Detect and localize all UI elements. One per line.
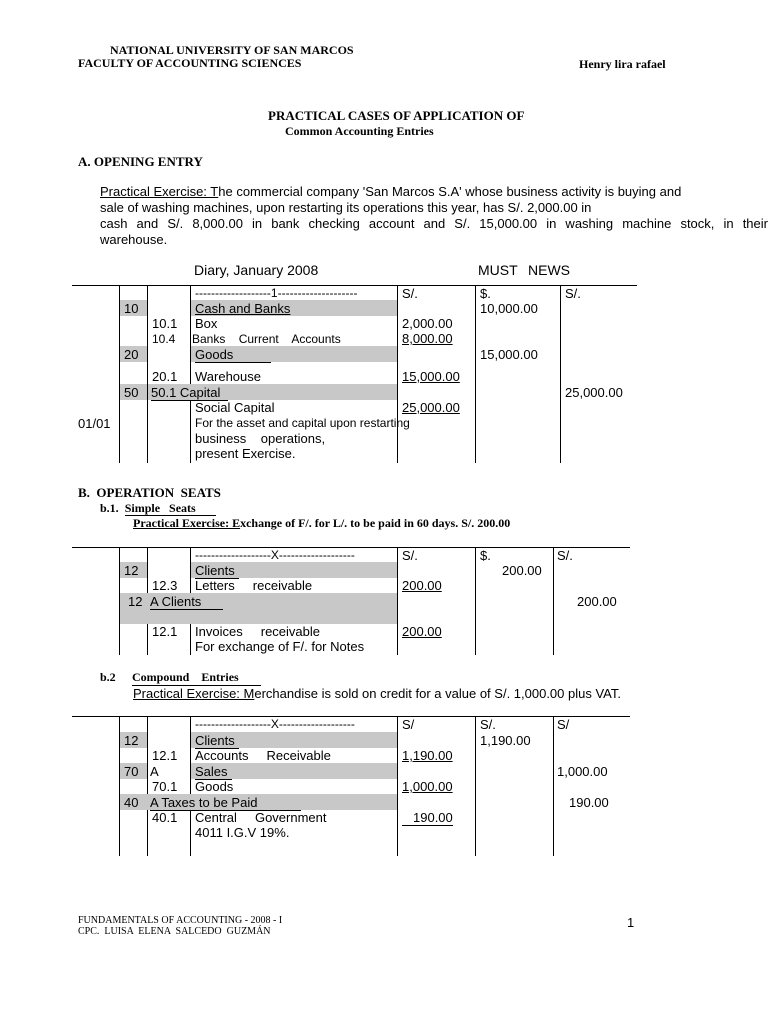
must-amount: 10,000.00 (480, 301, 538, 316)
author-name: Henry lira rafael (579, 57, 666, 71)
b2-number: b.2 (100, 670, 116, 684)
b1-title: Simple Seats (125, 501, 216, 516)
subaccount-code: 20.1 (152, 369, 178, 384)
currency-label: S/. (557, 548, 573, 563)
news-amount: 25,000.00 (565, 385, 623, 400)
subaccount-name: Central Government (195, 810, 327, 825)
separator-line: -------------------1-------------------- (195, 286, 358, 300)
partial-amount: 2,000.00 (402, 316, 453, 331)
account-name: A Taxes to be Paid (150, 795, 301, 811)
subaccount-name: Accounts Receivable (195, 748, 331, 763)
exercise-label: Practical Exercise: E (133, 516, 241, 530)
b1-exercise (133, 516, 510, 531)
exercise-text: he commercial company 'San Marcos S.A' whose business activity is buying and (218, 184, 682, 199)
subaccount-name: Box (195, 316, 218, 331)
subaccount-name: Banks Current Accounts (192, 332, 341, 346)
partial-amount: 1,000.00 (402, 779, 453, 794)
news-amount: 190.00 (569, 795, 609, 810)
partial-amount: 25,000.00 (402, 400, 460, 415)
account-name: Cash and Banks (195, 301, 291, 316)
account-code: 50 (124, 385, 139, 400)
section-b-heading: B. OPERATION SEATS (78, 485, 221, 500)
partial-amount: 200.00 (402, 624, 442, 639)
currency-label: S/. (480, 717, 496, 732)
account-name: Clients (195, 563, 239, 579)
partial-amount: 15,000.00 (402, 369, 460, 384)
account-code: 12 (124, 733, 139, 748)
partial-amount: 200.00 (402, 578, 442, 593)
page-number: 1 (627, 915, 635, 930)
subaccount-code: 70.1 (152, 779, 178, 794)
footer-course: FUNDAMENTALS OF ACCOUNTING - 2008 - I (78, 915, 283, 926)
account-code: 20 (124, 347, 139, 362)
subaccount-name: Social Capital (195, 400, 275, 415)
currency-label: S/ (557, 717, 570, 732)
b1-number: b.1. (100, 501, 125, 515)
gloss-line: 4011 I.G.V 19%. (195, 825, 290, 840)
section-a-heading: A. OPENING ENTRY (78, 154, 203, 169)
must-amount: 1,190.00 (480, 733, 531, 748)
subaccount-code: 10.4 (152, 332, 176, 346)
subaccount-name: Goods (195, 779, 234, 794)
partial-amount: 190.00 (402, 810, 453, 826)
must-header: MUST (478, 262, 518, 278)
separator-line: -------------------X------------------- (195, 548, 355, 562)
section-a-line1 (100, 184, 681, 200)
faculty-name: FACULTY OF ACCOUNTING SCIENCES (78, 56, 302, 70)
exercise-text: erchandise is sold on credit for a value of S/. 1,000.00 plus VAT. (254, 686, 621, 701)
account-name: Clients (195, 733, 239, 749)
account-code: 70 (124, 764, 139, 779)
page-title: PRACTICAL CASES OF APPLICATION OF (268, 108, 525, 123)
diary-date: Diary, January 2008 (194, 262, 319, 278)
currency-label: S/. (565, 286, 581, 301)
account-code: 10 (124, 301, 139, 316)
subaccount-code: 12.1 (152, 624, 178, 639)
exercise-label: Practical Exercise: T (100, 184, 219, 199)
section-a-line2: sale of washing machines, upon restarting its operations this year, has S/. 2,000.00 in (100, 200, 592, 215)
partial-amount: 8,000.00 (402, 331, 453, 346)
b2-title: Compound Entries (132, 670, 261, 686)
news-header: NEWS (528, 262, 570, 278)
footer-instructor: CPC. LUISA ELENA SALCEDO GUZMÁN (78, 926, 271, 937)
gloss-line: For the asset and capital upon restarting (195, 416, 410, 430)
subaccount-code: 40.1 (152, 810, 178, 825)
currency-label: $. (480, 286, 491, 301)
separator-line: -------------------X------------------- (195, 717, 355, 731)
gloss-line: For exchange of F/. for Notes (195, 639, 365, 654)
account-name: 50.1 Capital (151, 385, 228, 401)
b2-exercise (133, 686, 621, 701)
account-name: Goods (195, 347, 271, 363)
currency-label: S/ (402, 717, 415, 732)
account-code: 12 (128, 594, 143, 609)
must-amount: 200.00 (502, 563, 542, 578)
subaccount-name: Invoices receivable (195, 624, 321, 639)
page-subtitle: Common Accounting Entries (285, 124, 434, 138)
account-name: A Clients (150, 594, 223, 610)
currency-label: S/. (402, 286, 418, 301)
exercise-label: Practical Exercise: M (133, 686, 255, 701)
entry-date: 01/01 (78, 416, 111, 431)
subaccount-name: Letters receivable (195, 578, 313, 593)
account-prefix: A (150, 764, 159, 779)
subaccount-code: 12.1 (152, 748, 178, 763)
exercise-text: xchange of F/. for L/. to be paid in 60 days. S/. 200.00 (240, 516, 511, 530)
account-code: 40 (124, 795, 139, 810)
must-amount: 15,000.00 (480, 347, 538, 362)
partial-amount: 1,190.00 (402, 748, 453, 763)
b1-heading (100, 501, 216, 516)
account-code: 12 (124, 563, 139, 578)
news-amount: 200.00 (577, 594, 617, 609)
subaccount-code: 10.1 (152, 316, 178, 331)
section-a-line3: cash and S/. 8,000.00 in bank checking account and S/. 15,000.00 in washing machine stock, in their (100, 216, 768, 231)
account-name: Sales (195, 764, 232, 780)
gloss-line: business operations, (195, 431, 326, 446)
university-name: NATIONAL UNIVERSITY OF SAN MARCOS (110, 43, 354, 57)
section-a-line4: warehouse. (100, 232, 168, 247)
subaccount-name: Warehouse (195, 369, 261, 384)
gloss-line: present Exercise. (195, 446, 296, 461)
currency-label: $. (480, 548, 491, 563)
news-amount: 1,000.00 (557, 764, 608, 779)
subaccount-code: 12.3 (152, 578, 178, 593)
currency-label: S/. (402, 548, 418, 563)
